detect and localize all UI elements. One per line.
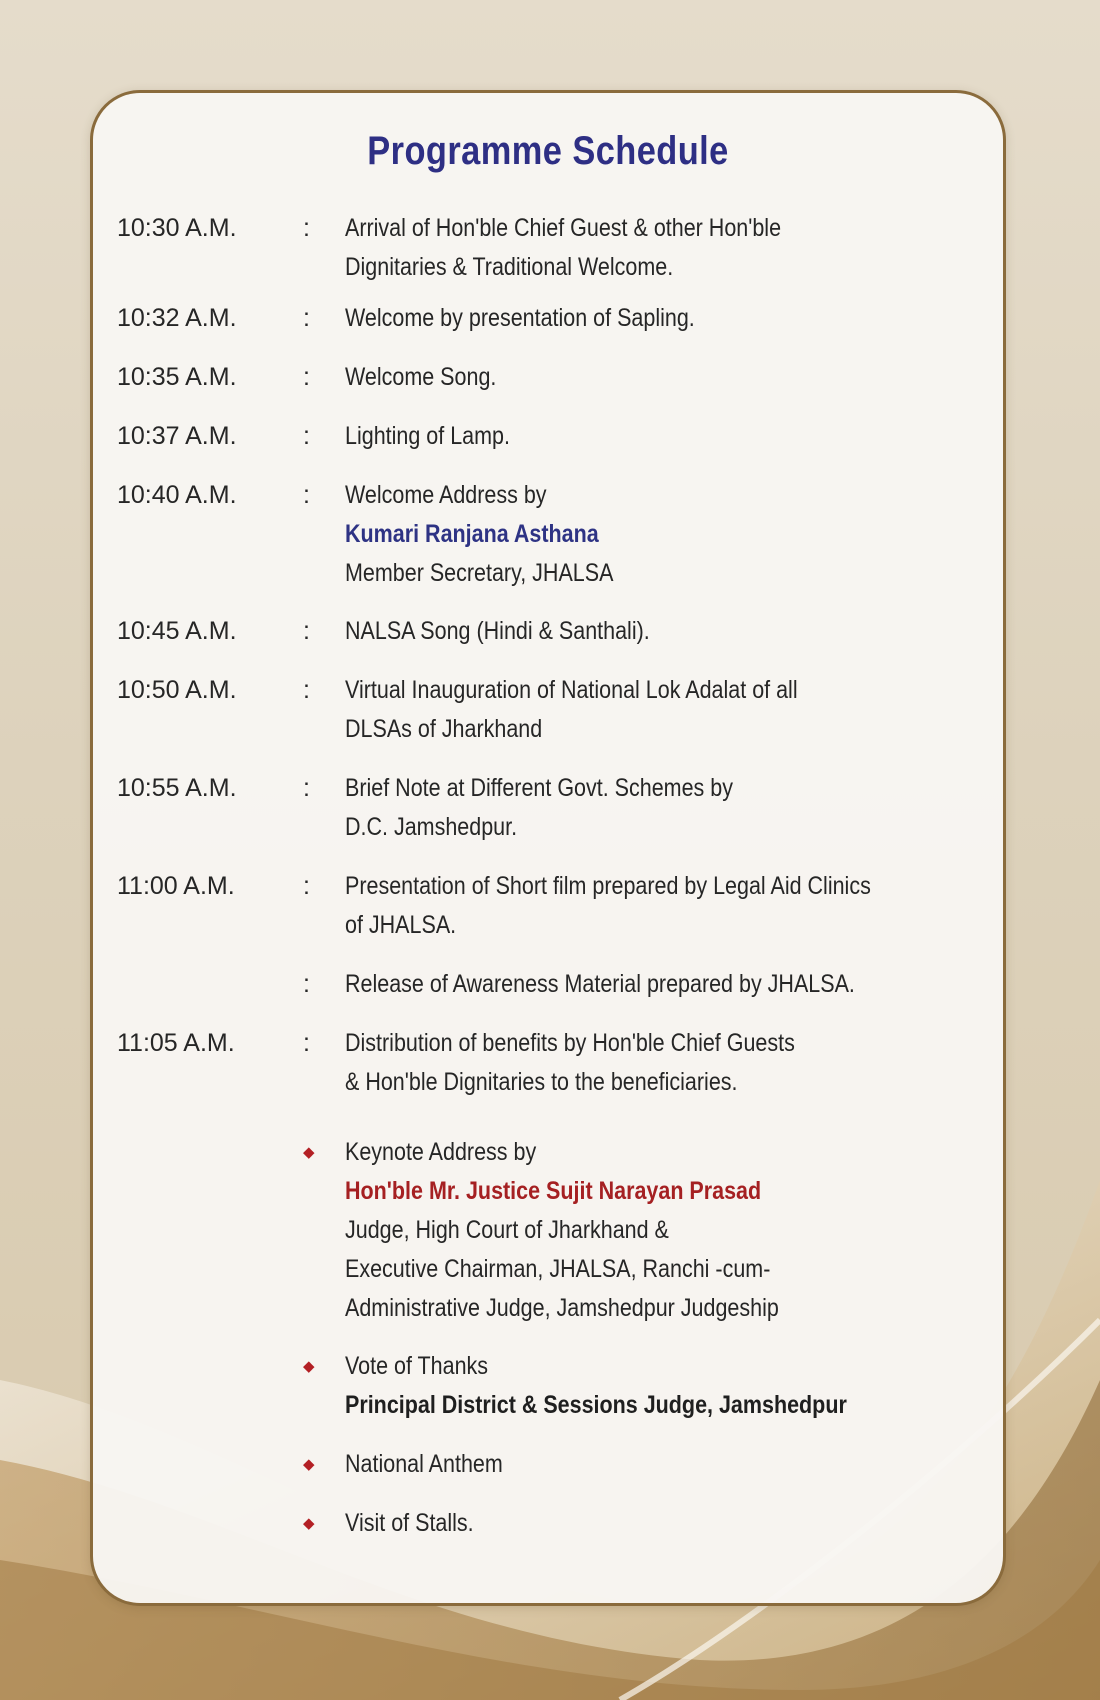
separator: : (303, 970, 310, 998)
speaker-title: Judge, High Court of Jharkhand & (345, 1216, 669, 1244)
bullet-description (345, 1504, 1005, 1543)
separator: : (303, 422, 310, 450)
description-line: Arrival of Hon'ble Chief Guest & other Hon'ble (345, 214, 782, 242)
separator: : (303, 617, 310, 645)
description-line: Release of Awareness Material prepared by JHALSA. (345, 970, 855, 998)
schedule-time: 10:30 A.M. (117, 214, 237, 242)
description-line: D.C. Jamshedpur. (345, 813, 518, 841)
schedule-time: 10:35 A.M. (117, 363, 237, 391)
diamond-bullet-icon: ◆ (303, 1456, 315, 1473)
schedule-description (345, 417, 1005, 456)
schedule-time: 11:05 A.M. (117, 1029, 235, 1057)
schedule-time: 10:37 A.M. (117, 422, 237, 450)
schedule-description (345, 358, 1005, 397)
speaker-name: Kumari Ranjana Asthana (345, 520, 599, 548)
schedule-card (90, 90, 1006, 1606)
schedule-time: 10:55 A.M. (117, 774, 237, 802)
description-line: Visit of Stalls. (345, 1509, 474, 1537)
schedule-description (345, 476, 1005, 593)
separator: : (303, 774, 310, 802)
description-line: DLSAs of Jharkhand (345, 715, 543, 743)
schedule-description (345, 769, 1005, 847)
schedule-description (345, 671, 1005, 749)
separator: : (303, 363, 310, 391)
schedule-time: 10:50 A.M. (117, 676, 237, 704)
separator: : (303, 676, 310, 704)
separator: : (303, 872, 310, 900)
description-line: Distribution of benefits by Hon'ble Chief Guests (345, 1029, 795, 1057)
schedule-description (345, 867, 1005, 945)
schedule-time: 10:40 A.M. (117, 481, 237, 509)
description-line: Virtual Inauguration of National Lok Adalat of all (345, 676, 798, 704)
description-line: Presentation of Short film prepared by Legal Aid Clinics (345, 872, 871, 900)
description-line: Vote of Thanks (345, 1352, 489, 1380)
description-line: Lighting of Lamp. (345, 422, 510, 450)
diamond-bullet-icon: ◆ (303, 1144, 315, 1161)
speaker-name: Hon'ble Mr. Justice Sujit Narayan Prasad (345, 1177, 762, 1205)
description-line: of JHALSA. (345, 911, 457, 939)
separator: : (303, 1029, 310, 1057)
speaker-title: Administrative Judge, Jamshedpur Judgeship (345, 1294, 779, 1322)
speaker-title: Executive Chairman, JHALSA, Ranchi -cum- (345, 1255, 771, 1283)
schedule-description (345, 209, 1005, 287)
schedule-time: 11:00 A.M. (117, 872, 235, 900)
description-line: Welcome by presentation of Sapling. (345, 304, 695, 332)
diamond-bullet-icon: ◆ (303, 1515, 315, 1532)
schedule-description (345, 299, 1005, 338)
description-line: & Hon'ble Dignitaries to the beneficiaries. (345, 1068, 738, 1096)
speaker-name: Principal District & Sessions Judge, Jamshedpur (345, 1391, 847, 1419)
description-line: Welcome Song. (345, 363, 497, 391)
schedule-description (345, 965, 1005, 1004)
diamond-bullet-icon: ◆ (303, 1358, 315, 1375)
description-line: Dignitaries & Traditional Welcome. (345, 253, 674, 281)
schedule-time: 10:32 A.M. (117, 304, 237, 332)
description-line: Keynote Address by (345, 1138, 537, 1166)
schedule-description (345, 1024, 1005, 1102)
description-line: Brief Note at Different Govt. Schemes by (345, 774, 733, 802)
schedule-time: 10:45 A.M. (117, 617, 237, 645)
separator: : (303, 481, 310, 509)
description-line: Welcome Address by (345, 481, 547, 509)
description-line: National Anthem (345, 1450, 503, 1478)
bullet-description (345, 1133, 1005, 1328)
bullet-description (345, 1445, 1005, 1484)
speaker-title: Member Secretary, JHALSA (345, 559, 614, 587)
separator: : (303, 214, 310, 242)
schedule-description (345, 612, 1005, 651)
bullet-description (345, 1347, 1005, 1425)
separator: : (303, 304, 310, 332)
page-title: Programme Schedule (367, 129, 729, 173)
description-line: NALSA Song (Hindi & Santhali). (345, 617, 650, 645)
